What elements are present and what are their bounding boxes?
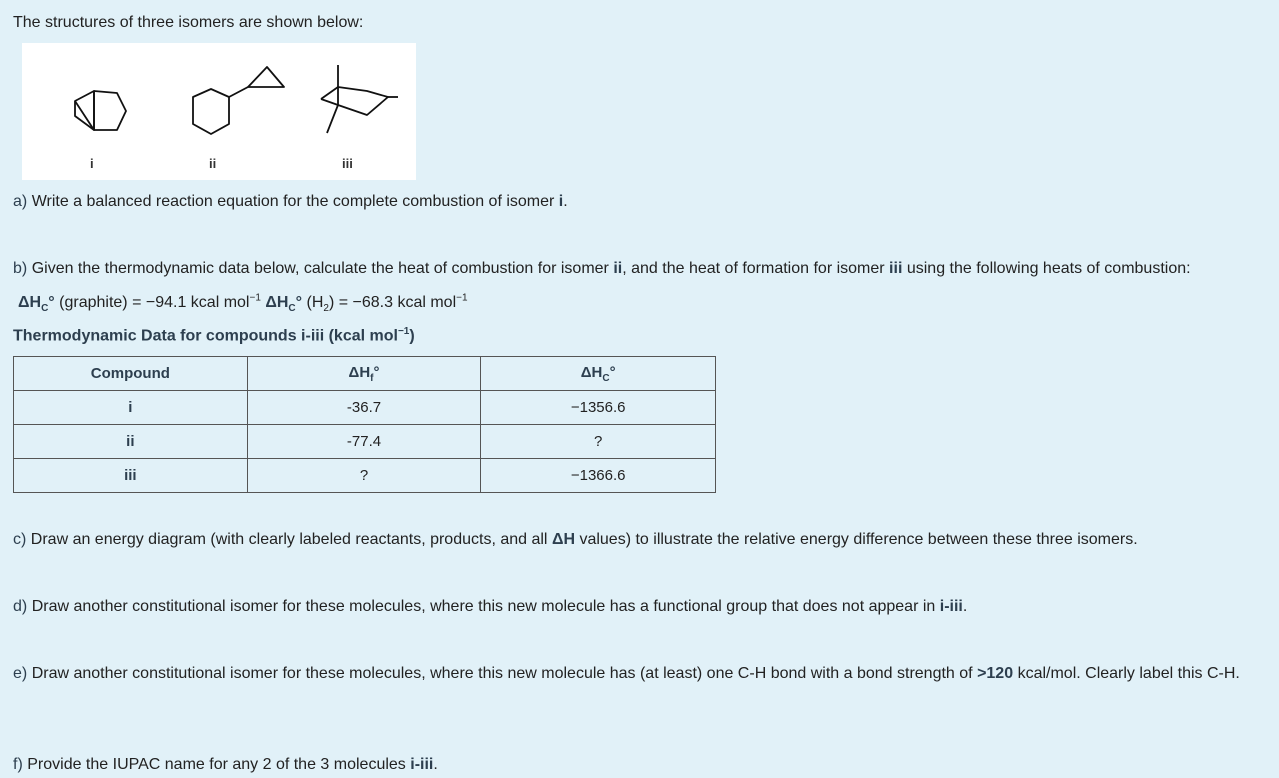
- isomer-i-drawing: [75, 91, 126, 130]
- question-d-text: Draw another constitutional isomer for these molecules, where this new molecule has a functional group that does not appear in: [31, 598, 936, 615]
- table-row: [14, 391, 716, 425]
- cell-dhf: ?: [247, 459, 481, 493]
- cell-dhf: -36.7: [247, 391, 481, 425]
- isomer-label-ii: ii: [209, 156, 217, 171]
- cell-compound: i: [14, 391, 248, 425]
- question-f-letter: f): [13, 756, 23, 773]
- table-title: Thermodynamic Data for compounds i-iii (kcal mol$^{-1}$): [13, 326, 415, 345]
- question-c: [13, 531, 1138, 549]
- question-d-end: .: [962, 598, 968, 615]
- question-c-text2: values) to illustrate the relative energy difference between these three isomers.: [579, 531, 1138, 548]
- cell-dhc: −1366.6: [481, 459, 716, 493]
- question-e-text1: Draw another constitutional isomer for these molecules, where this new molecule has (at least) one C-H bond with a bond strength of: [31, 665, 973, 682]
- question-c-letter: c): [13, 531, 27, 548]
- header-dhc: $\Delta H_C^\circ$: [481, 357, 716, 391]
- question-b: [13, 260, 1191, 278]
- question-b-text2: , and the heat of formation for isomer: [622, 260, 885, 277]
- question-a-letter: a): [13, 193, 28, 210]
- question-c-dh: ΔH: [551, 531, 575, 548]
- isomer-structures-figure: [22, 43, 416, 180]
- header-compound: Compound: [14, 357, 248, 391]
- header-dhf: $\Delta H_f^\circ$: [247, 357, 481, 391]
- question-f-end: .: [433, 756, 438, 773]
- intro-text: The structures of three isomers are shown below:: [13, 14, 364, 31]
- question-f-text: Provide the IUPAC name for any 2 of the 3 molecules: [27, 756, 406, 773]
- combustion-heats-line: [18, 293, 468, 315]
- question-d: [13, 598, 967, 616]
- isomer-label-i: i: [90, 156, 94, 171]
- question-b-ref2: iii: [889, 260, 903, 277]
- cell-dhc: ?: [481, 425, 716, 459]
- question-f-ref: i-iii: [410, 756, 434, 773]
- cell-dhc: −1356.6: [481, 391, 716, 425]
- question-b-letter: b): [13, 260, 28, 277]
- question-a-text: Write a balanced reaction equation for the complete combustion of isomer: [31, 193, 555, 210]
- thermo-data-table: [13, 356, 716, 493]
- question-a-end: .: [563, 193, 568, 210]
- question-c-text1: Draw an energy diagram (with clearly labeled reactants, products, and all: [30, 531, 548, 548]
- cell-compound: iii: [14, 459, 248, 493]
- question-e-gt: >: [977, 665, 987, 682]
- dhc-h2-value: $(H_2) = -68.3$ kcal mol$^{-1}$: [306, 293, 468, 315]
- question-e-letter: e): [13, 665, 28, 682]
- question-b-ref1: ii: [613, 260, 623, 277]
- isomer-label-iii: iii: [342, 156, 353, 171]
- table-header-row: [14, 357, 716, 391]
- question-b-text3: using the following heats of combustion:: [906, 260, 1191, 277]
- question-a-ref: i: [558, 193, 564, 210]
- dhc-h2-symbol: $\Delta H_C^\circ$: [265, 294, 303, 315]
- question-f: [13, 756, 438, 774]
- dhc-graphite-symbol: $\Delta H_C^\circ$: [18, 294, 55, 315]
- question-e-text2: kcal/mol. Clearly label this C-H.: [1017, 665, 1240, 682]
- isomer-ii-drawing: [193, 67, 284, 134]
- question-d-ref: i-iii: [939, 598, 963, 615]
- question-e-value: 120: [986, 665, 1014, 682]
- isomer-iii-drawing: [321, 65, 398, 133]
- cell-dhf: -77.4: [247, 425, 481, 459]
- question-a: [13, 193, 568, 211]
- isomer-structures-drawing: [22, 43, 416, 180]
- question-e: [13, 662, 1273, 686]
- table-row: [14, 425, 716, 459]
- dhc-graphite-value: (graphite) = −94.1 kcal mol$^{-1}$: [59, 293, 261, 312]
- question-b-text1: Given the thermodynamic data below, calculate the heat of combustion for isomer: [31, 260, 609, 277]
- cell-compound: ii: [14, 425, 248, 459]
- table-row: [14, 459, 716, 493]
- question-d-letter: d): [13, 598, 28, 615]
